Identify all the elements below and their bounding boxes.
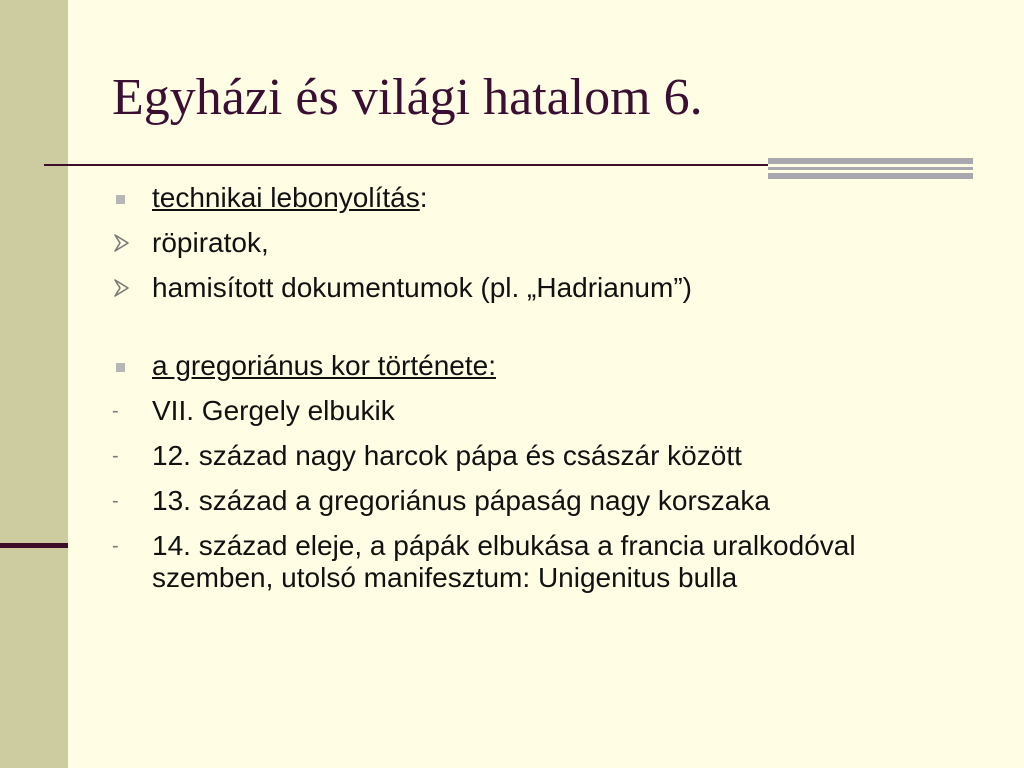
dash-bullet-icon: - <box>112 535 119 557</box>
arrow-bullet-icon <box>108 272 138 304</box>
list-item <box>108 227 968 259</box>
slide-title: Egyházi és világi hatalom 6. <box>112 69 703 126</box>
section-heading-suffix: : <box>419 182 428 213</box>
dash-bullet-icon: - <box>112 490 119 512</box>
dash-bullet-icon: - <box>112 400 119 422</box>
list-item-text: röpiratok, <box>152 227 269 258</box>
list-item-text: 14. század eleje, a pápák elbukása a francia uralkodóval szemben, utolsó manifesztum: Unigenitus bulla <box>152 530 856 593</box>
section-heading-text: technikai lebonyolítás <box>152 182 420 213</box>
section-heading-technical <box>108 182 968 214</box>
title-divider <box>44 164 768 166</box>
accent-bar <box>768 167 973 170</box>
list-item-text: VII. Gergely elbukik <box>152 395 395 426</box>
dash-bullet-icon: - <box>112 445 119 467</box>
accent-bar <box>768 158 973 164</box>
left-decorative-band <box>0 0 68 768</box>
accent-bar <box>768 173 973 179</box>
section-heading-text: a gregoriánus kor története: <box>152 350 496 381</box>
list-item <box>108 440 968 472</box>
list-item <box>108 530 968 594</box>
arrow-bullet-icon <box>108 227 138 259</box>
list-item <box>108 395 968 427</box>
square-bullet-icon <box>108 350 138 382</box>
list-item <box>108 485 968 517</box>
list-item-text: 13. század a gregoriánus pápaság nagy korszaka <box>152 485 770 516</box>
left-band-rule <box>0 543 68 548</box>
square-bullet-icon <box>108 182 138 214</box>
list-item-text: 12. század nagy harcok pápa és császár között <box>152 440 742 471</box>
slide-body-list <box>108 182 968 607</box>
accent-bars <box>768 156 973 180</box>
list-item-text: hamisított dokumentumok (pl. „Hadrianum”) <box>152 272 692 303</box>
list-item <box>108 272 968 304</box>
section-heading-gregorian <box>108 350 968 382</box>
